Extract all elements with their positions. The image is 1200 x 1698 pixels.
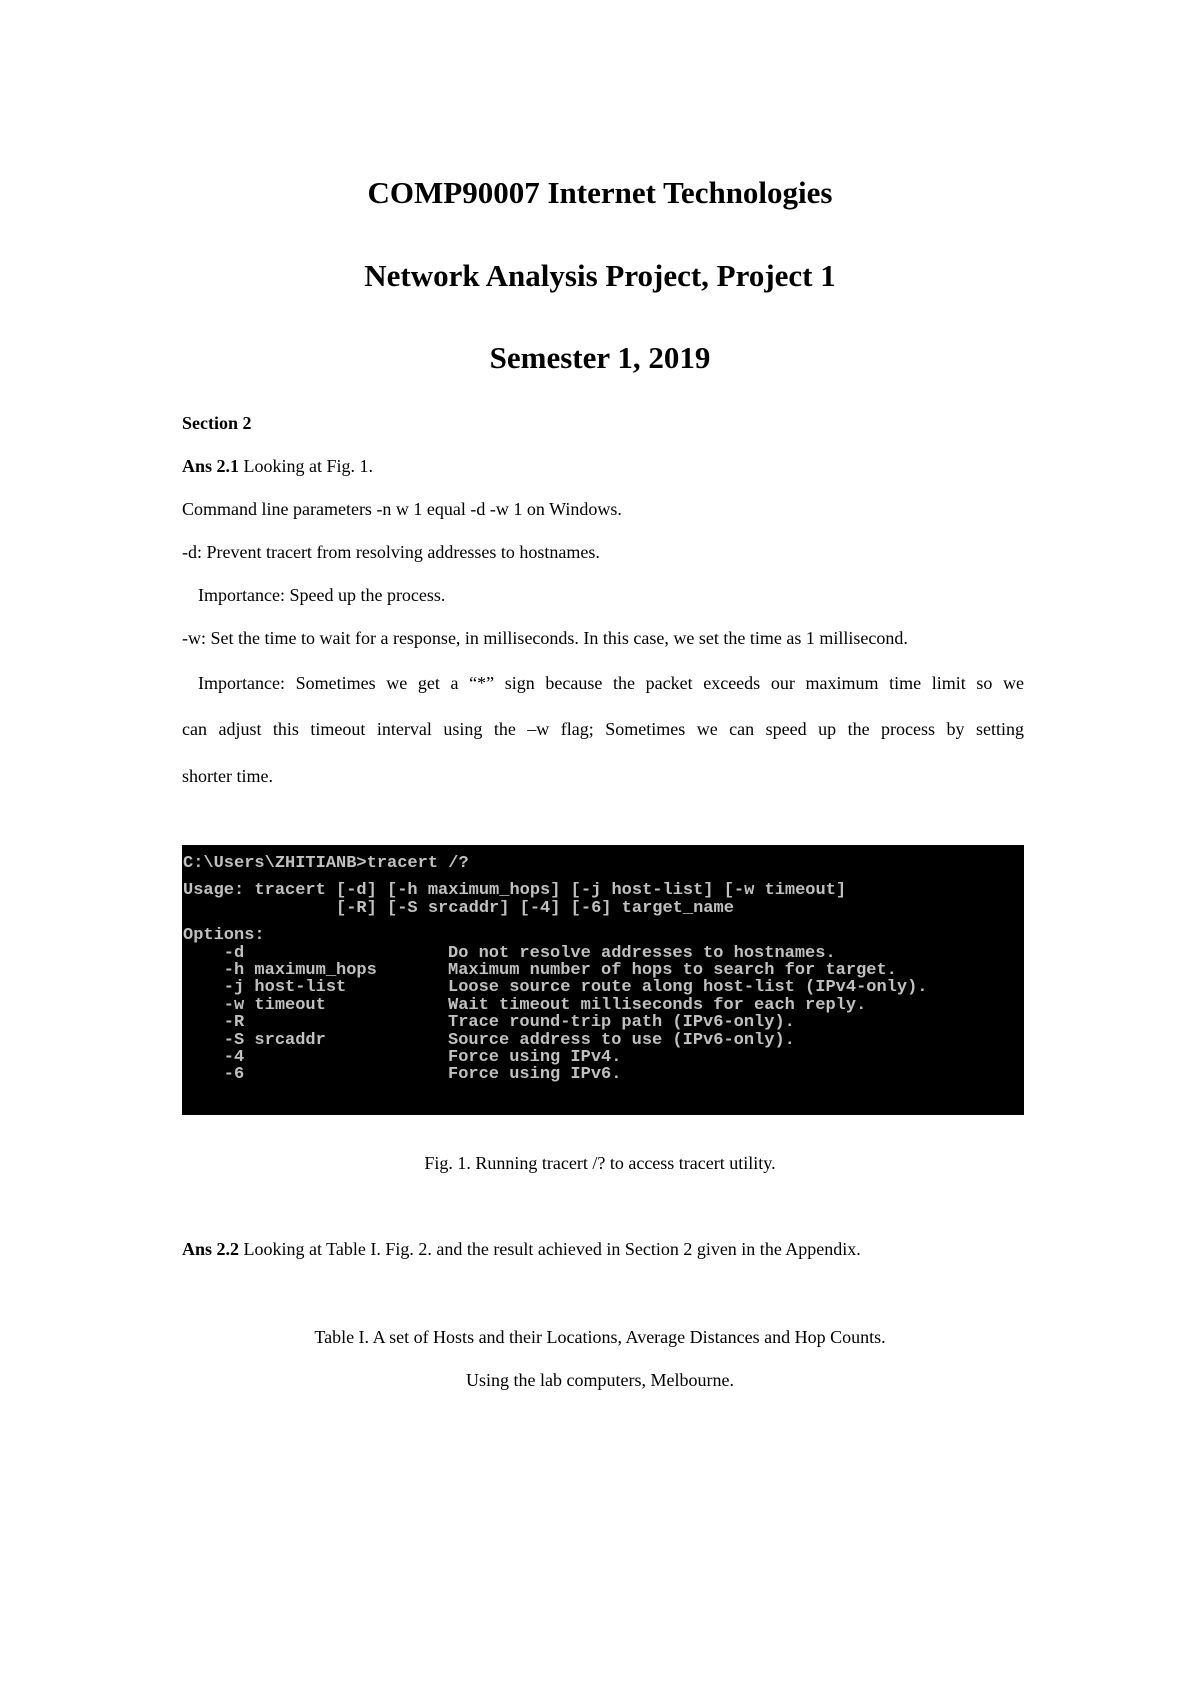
section-heading: [182, 412, 1022, 434]
section-heading-text: Section 2: [182, 413, 252, 433]
table-1-subcaption: Using the lab computers, Melbourne.: [466, 1370, 734, 1390]
option-flag: -h maximum_hops: [183, 960, 377, 980]
w-flag-importance-line1: Importance: Sometimes we get a “*” sign because the packet exceeds our maximum time limit so we: [198, 673, 1024, 693]
terminal-option-row: [183, 1032, 1024, 1049]
terminal-prompt: C:\Users\ZHITIANB>tracert /?: [183, 854, 469, 873]
option-description: Maximum number of hops to search for target.: [448, 960, 897, 980]
ans-2-2-label: Ans 2.2: [182, 1239, 240, 1259]
terminal-option-row: [183, 1049, 1024, 1066]
params-line: Command line parameters -n w 1 equal -d -w 1 on Windows.: [182, 499, 622, 519]
terminal-option-row: [183, 997, 1024, 1014]
tracert-terminal-screenshot: [182, 845, 1024, 1115]
terminal-options-heading: Options:: [183, 926, 265, 946]
terminal-usage-line-1: Usage: tracert [-d] [-h maximum_hops] [-j host-list] [-w timeout]: [183, 881, 847, 901]
option-description: Trace round-trip path (IPv6-only).: [448, 1013, 795, 1033]
w-flag-description: -w: Set the time to wait for a response, in milliseconds. In this case, we set the time as 1 millisecond.: [182, 628, 908, 648]
option-description: Do not resolve addresses to hostnames.: [448, 943, 836, 963]
terminal-gap: [183, 917, 1024, 927]
course-title: COMP90007 Internet Technologies: [367, 175, 833, 210]
option-flag: -j host-list: [183, 978, 347, 998]
option-description: Force using IPv6.: [448, 1065, 622, 1085]
option-flag: -4: [183, 1047, 245, 1067]
terminal-option-row: [183, 1014, 1024, 1031]
ans-2-2-text: Looking at Table I. Fig. 2. and the result achieved in Section 2 given in the Appendix.: [239, 1239, 861, 1259]
option-description: Wait timeout milliseconds for each reply.: [448, 995, 867, 1015]
option-flag: -w timeout: [183, 995, 326, 1015]
option-description: Force using IPv4.: [448, 1047, 622, 1067]
fig-1-caption: Fig. 1. Running tracert /? to access tracert utility.: [424, 1153, 776, 1173]
terminal-option-row: [183, 979, 1024, 996]
ans-2-2: [182, 1238, 1022, 1260]
terminal-option-row: [183, 945, 1024, 962]
table-1-caption: Table I. A set of Hosts and their Locations, Average Distances and Hop Counts.: [314, 1327, 886, 1347]
w-flag-importance-line2: can adjust this timeout interval using the –w flag; Sometimes we can speed up the process by setting: [182, 719, 1024, 739]
ans-2-1-label: Ans 2.1: [182, 456, 240, 476]
option-flag: -S srcaddr: [183, 1030, 326, 1050]
w-flag-importance-line3: shorter time.: [182, 766, 273, 786]
ans-2-1-text: Looking at Fig. 1.: [239, 456, 374, 476]
project-title: Network Analysis Project, Project 1: [364, 258, 836, 293]
d-flag-description: -d: Prevent tracert from resolving addresses to hostnames.: [182, 542, 600, 562]
d-flag-importance: Importance: Speed up the process.: [198, 585, 446, 605]
ans-2-1: [182, 455, 1022, 477]
terminal-usage-line-2: [-R] [-S srcaddr] [-4] [-6] target_name: [183, 898, 734, 918]
option-flag: -d: [183, 943, 245, 963]
semester-title: Semester 1, 2019: [489, 340, 711, 375]
terminal-option-row: [183, 1066, 1024, 1083]
option-description: Loose source route along host-list (IPv4-only).: [448, 978, 928, 998]
terminal-option-row: [183, 962, 1024, 979]
option-flag: -6: [183, 1065, 245, 1085]
option-description: Source address to use (IPv6-only).: [448, 1030, 795, 1050]
option-flag: -R: [183, 1013, 245, 1033]
